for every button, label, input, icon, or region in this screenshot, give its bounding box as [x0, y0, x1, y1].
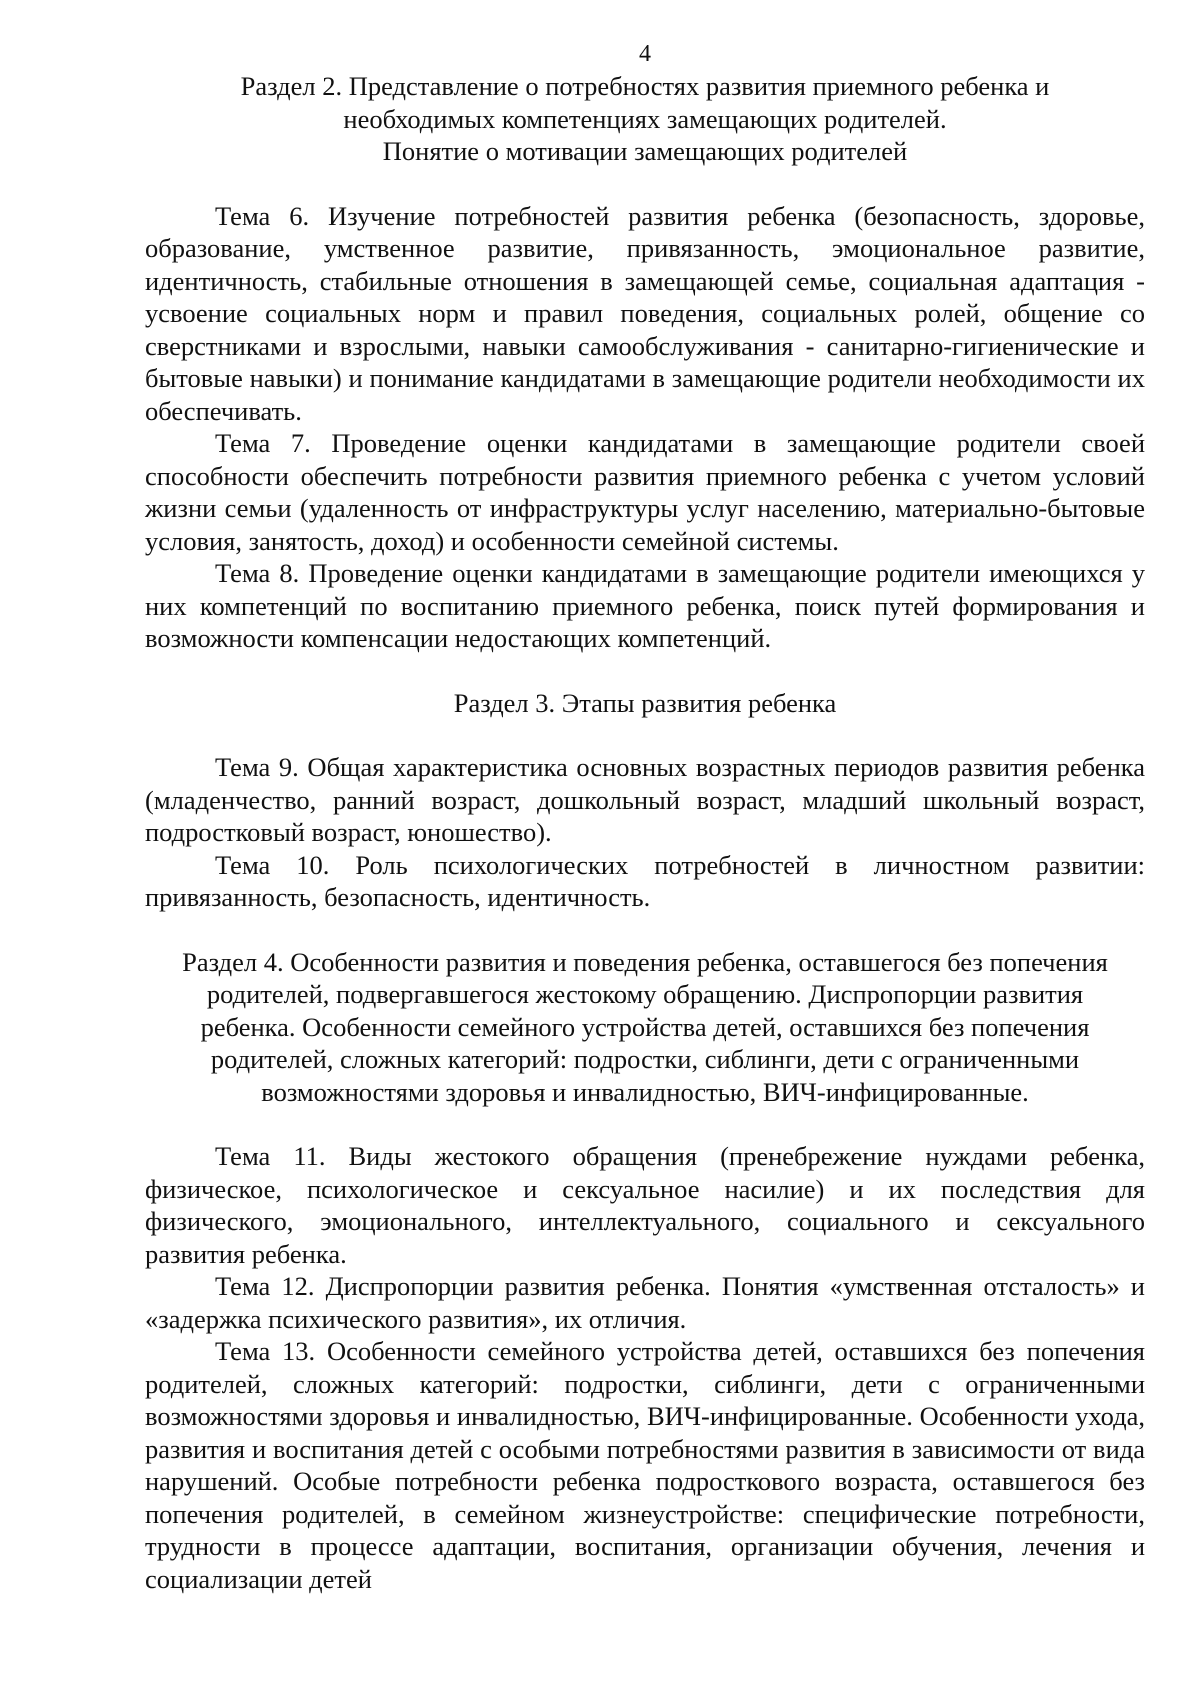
- section-heading-line: ребенка. Особенности семейного устройства детей, оставшихся без попечения: [200, 1011, 1090, 1042]
- spacer: [145, 1108, 1145, 1140]
- page-number: 4: [639, 41, 651, 67]
- topic-10-paragraph: Тема 10. Роль психологических потребностей в личностном развитии: привязанность, безопасность, идентичность.: [145, 849, 1145, 912]
- section-heading-line: Понятие о мотивации замещающих родителей: [382, 136, 908, 166]
- section-heading-line: Раздел 4. Особенности развития и поведения ребенка, оставшегося без попечения: [182, 946, 1108, 977]
- topic-11-paragraph: Тема 11. Виды жестокого обращения (пренебрежение нуждами ребенка, физическое, психологическое и сексуальное насилие) и их последствия для физического, эмоционального, интеллектуального, социального и сексуального развития ребенка.: [145, 1141, 1145, 1269]
- section-heading-line: возможностями здоровья и инвалидностью, ВИЧ-инфицированные.: [261, 1076, 1029, 1107]
- topic-12-paragraph: Тема 12. Диспропорции развития ребенка. Понятия «умственная отсталость» и «задержка психического развития», их отличия.: [145, 1271, 1145, 1334]
- section-heading-line: родителей, сложных категорий: подростки, сиблинги, дети с ограниченными: [210, 1044, 1080, 1074]
- spacer: [145, 719, 1145, 751]
- spacer: [145, 168, 1145, 200]
- section-4-heading: [145, 946, 1145, 1109]
- topic-7-paragraph: Тема 7. Проведение оценки кандидатами в замещающие родители своей способности обеспечить потребности развития приемного ребенка с учетом условий жизни семьи (удаленность от инфраструктуры услуг населению, материально-бытовые условия, занятость, доход) и особенности семейной системы.: [145, 428, 1145, 556]
- topic-6-paragraph: Тема 6. Изучение потребностей развития ребенка (безопасность, здоровье, образование, умственное развитие, привязанность, эмоциональное развитие, идентичность, стабильные отношения в замещающей семье, социальная адаптация - усвоение социальных норм и правил поведения, социальных ролей, общение со сверстниками и взрослыми, навыки самообслуживания - санитарно-гигиенические и бытовые навыки) и понимание кандидатами в замещающие родители необходимости их обеспечивать.: [145, 200, 1145, 426]
- topic-9-paragraph: Тема 9. Общая характеристика основных возрастных периодов развития ребенка (младенчество, ранний возраст, дошкольный возраст, младший школьный возраст, подростковый возраст, юношество).: [145, 752, 1145, 847]
- section-heading-line: родителей, подвергавшегося жестокому обращению. Диспропорции развития: [206, 979, 1084, 1009]
- topic-13-paragraph: Тема 13. Особенности семейного устройства детей, оставшихся без попечения родителей, сложных категорий: подростки, сиблинги, дети с ограниченными возможностями здоровья и инвалидностью, ВИЧ-инфицированные. Особенности ухода, развития и воспитания детей с особыми потребностями развития в зависимости от вида нарушений. Особые потребности ребенка подросткового возраста, оставшегося без попечения родителей, в семейном жизнеустройстве: специфические потребности, трудности в процессе адаптации, воспитания, организации обучения, лечения и социализации детей: [145, 1336, 1145, 1594]
- section-heading-line: Раздел 2. Представление о потребностях развития приемного ребенка и: [240, 71, 1050, 101]
- topic-8-paragraph: Тема 8. Проведение оценки кандидатами в замещающие родители имеющихся у них компетенций по воспитанию приемного ребенка, поиск путей формирования и возможности компенсации недостающих компетенций.: [145, 558, 1145, 653]
- spacer: [145, 655, 1145, 687]
- spacer: [145, 914, 1145, 946]
- section-heading-line: Раздел 3. Этапы развития ребенка: [453, 687, 837, 718]
- document-page: [145, 38, 1145, 1595]
- section-3-heading: [145, 687, 1145, 720]
- section-heading-line: необходимых компетенциях замещающих родителей.: [343, 103, 947, 134]
- section-2-heading: [145, 70, 1145, 168]
